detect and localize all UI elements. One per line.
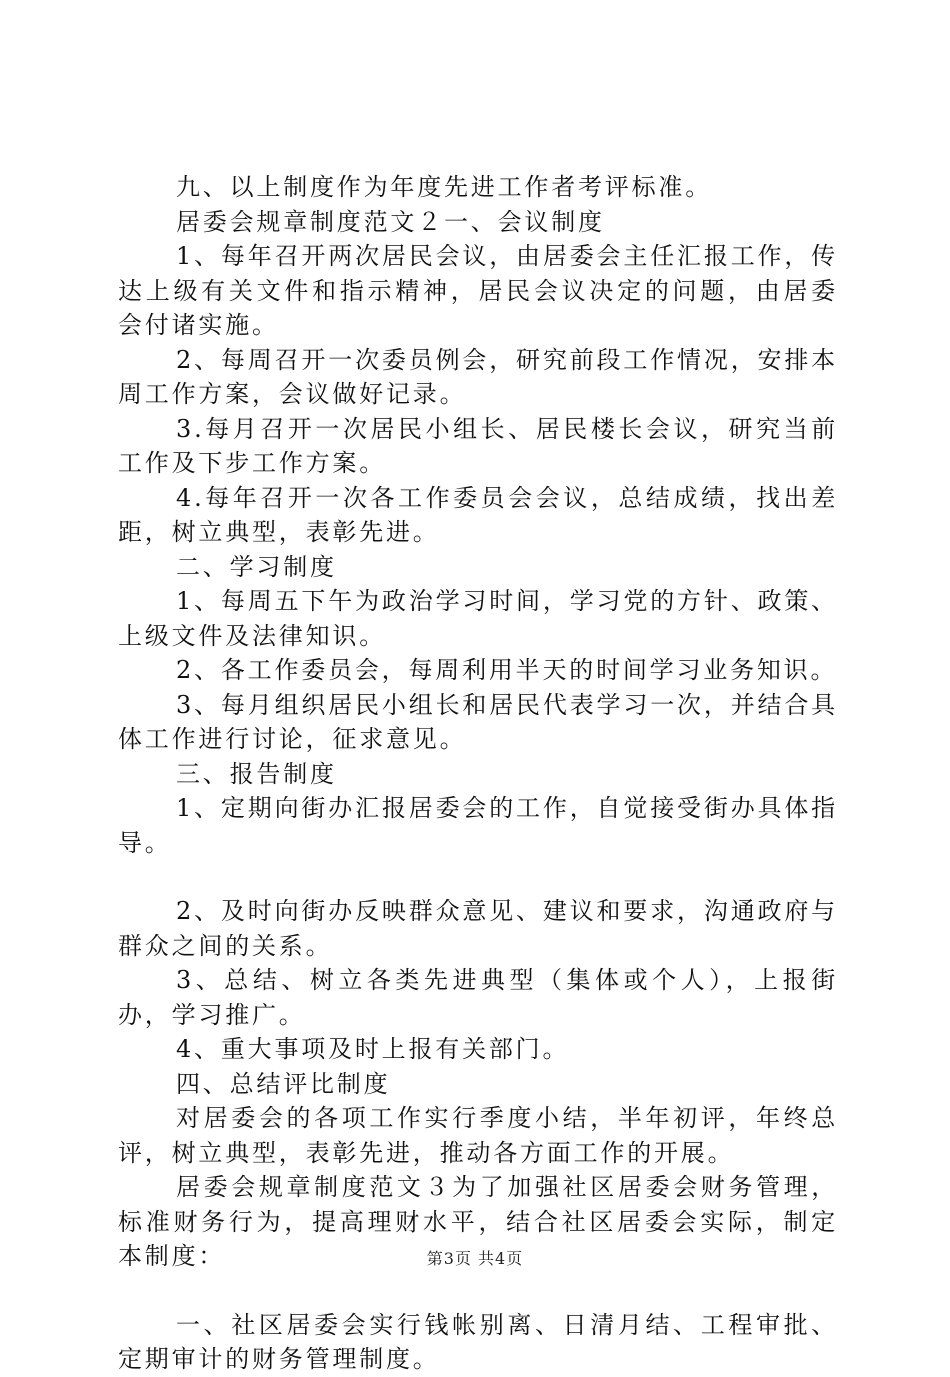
paragraph: 1、每周五下午为政治学习时间，学习党的方针、政策、上级文件及法律知识。 bbox=[118, 587, 838, 650]
page-number-label: 第3页 共4页 bbox=[426, 1249, 524, 1268]
page-footer bbox=[0, 1246, 950, 1269]
paragraph: 对居委会的各项工作实行季度小结，半年初评，年终总评，树立典型，表彰先进，推动各方面工作的开展。 bbox=[118, 1104, 838, 1167]
section-heading: 三、报告制度 bbox=[176, 759, 337, 788]
paragraph: 3.每月召开一次居民小组长、居民楼长会议，研究当前工作及下步工作方案。 bbox=[118, 414, 838, 477]
section-heading: 二、学习制度 bbox=[176, 552, 337, 581]
paragraph: 居委会规章制度范文３为了加强社区居委会财务管理，标准财务行为，提高理财水平，结合社区居委会实际，制定本制度： bbox=[118, 1173, 838, 1270]
paragraph: 一、社区居委会实行钱帐别离、日清月结、工程审批、定期审计的财务管理制度。 bbox=[118, 1310, 838, 1373]
paragraph: 1、每年召开两次居民会议，由居委会主任汇报工作，传达上级有关文件和指示精神，居民会议决定的问题，由居委会付诸实施。 bbox=[118, 242, 838, 339]
document-body bbox=[118, 170, 838, 1377]
paragraph: 居委会规章制度范文２一、会议制度 bbox=[176, 207, 605, 236]
paragraph: 1、定期向街办汇报居委会的工作，自觉接受街办具体指导。 bbox=[118, 794, 838, 857]
paragraph: 2、各工作委员会，每周利用半天的时间学习业务知识。 bbox=[176, 656, 838, 684]
paragraph: 4、重大事项及时上报有关部门。 bbox=[176, 1035, 570, 1063]
paragraph: 九、以上制度作为年度先进工作者考评标准。 bbox=[176, 173, 712, 201]
paragraph: 2、每周召开一次委员例会，研究前段工作情况，安排本周工作方案，会议做好记录。 bbox=[118, 345, 838, 408]
paragraph: 2、及时向街办反映群众意见、建议和要求，沟通政府与群众之间的关系。 bbox=[118, 897, 838, 960]
section-heading: 四、总结评比制度 bbox=[176, 1069, 391, 1098]
paragraph: 3、每月组织居民小组长和居民代表学习一次，并结合具体工作进行讨论，征求意见。 bbox=[118, 690, 838, 753]
paragraph: 3、总结、树立各类先进典型（集体或个人），上报街办，学习推广。 bbox=[118, 966, 838, 1029]
paragraph: 4.每年召开一次各工作委员会会议，总结成绩，找出差距，树立典型，表彰先进。 bbox=[118, 483, 838, 546]
